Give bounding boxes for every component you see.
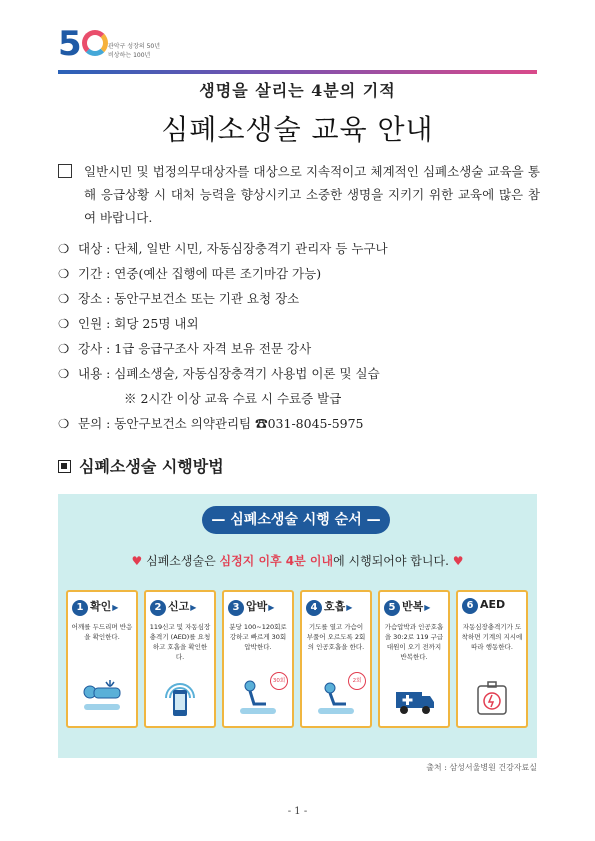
circle-bullet-icon: ❍ bbox=[58, 266, 70, 281]
heart-icon: ♥ bbox=[131, 554, 143, 568]
logo-five-glyph: 5 bbox=[58, 24, 82, 64]
circle-bullet-icon: ❍ bbox=[58, 316, 70, 331]
step-number: 5 bbox=[384, 600, 400, 616]
heart-icon: ♥ bbox=[452, 554, 464, 568]
step-label: 확인 bbox=[90, 600, 112, 613]
arrow-right-icon: ▶ bbox=[190, 603, 197, 612]
anniversary-logo bbox=[58, 24, 168, 68]
header-divider bbox=[58, 70, 537, 74]
step-number: 2 bbox=[150, 600, 166, 616]
step-card-report bbox=[144, 590, 216, 728]
cpr-infographic bbox=[58, 494, 537, 758]
circle-bullet-icon: ❍ bbox=[58, 416, 70, 431]
step-card-breathe bbox=[300, 590, 372, 728]
item-text: 강사 : 1급 응급구조사 자격 보유 전문 강사 bbox=[78, 341, 312, 356]
count-badge: 30회 bbox=[270, 672, 288, 690]
arrow-right-icon: ▶ bbox=[424, 603, 431, 612]
arrow-right-icon: ▶ bbox=[346, 603, 353, 612]
checkbox-square-icon bbox=[58, 164, 72, 178]
circle-bullet-icon: ❍ bbox=[58, 366, 70, 381]
intro-paragraph bbox=[58, 160, 540, 229]
step-desc: 자동심장충격기가 도착하면 기계의 지시에 따라 행동한다. bbox=[461, 623, 523, 651]
step-desc: 119신고 및 자동심장충격기 (AED)를 요청하고 호흡을 확인한다. bbox=[149, 623, 211, 661]
tap-shoulder-icon bbox=[80, 678, 124, 718]
step-number: 6 bbox=[462, 598, 478, 614]
warning-highlight: 심정지 이후 4분 이내 bbox=[219, 554, 334, 568]
info-list bbox=[58, 236, 540, 436]
circle-bullet-icon: ❍ bbox=[58, 291, 70, 306]
step-number: 3 bbox=[228, 600, 244, 616]
step-desc: 어깨를 두드리며 반응을 확인한다. bbox=[71, 623, 133, 641]
aed-box-icon bbox=[470, 678, 514, 718]
circle-bullet-icon: ❍ bbox=[58, 241, 70, 256]
rescue-breath-icon bbox=[314, 678, 358, 718]
step-label: 압박 bbox=[246, 600, 268, 613]
page-title: 심폐소생술 교육 안내 bbox=[161, 113, 434, 146]
list-item bbox=[58, 311, 540, 336]
infographic-banner: — 심폐소생술 시행 순서 — bbox=[202, 506, 390, 534]
arrow-right-icon: ▶ bbox=[268, 603, 275, 612]
step-desc: 가슴압박과 인공호흡을 30:2로 119 구급대원이 오기 전까지 반복한다. bbox=[384, 623, 444, 661]
section-title: 심폐소생술 시행방법 bbox=[79, 457, 224, 476]
step-label: 신고 bbox=[168, 600, 190, 613]
step-card-repeat bbox=[378, 590, 450, 728]
list-item bbox=[58, 236, 540, 261]
list-item bbox=[58, 361, 540, 386]
step-cards bbox=[66, 590, 530, 730]
list-item bbox=[58, 336, 540, 361]
item-text: 내용 : 심폐소생술, 자동심장충격기 사용법 이론 및 실습 bbox=[78, 366, 380, 381]
item-text: 인원 : 회당 25명 내외 bbox=[78, 316, 199, 331]
warning-pre: 심폐소생술은 bbox=[146, 554, 220, 568]
intro-text: 일반시민 및 법정의무대상자를 대상으로 지속적이고 체계적인 심폐소생술 교육을 통해 응급상황 시 대처 능력을 향상시키고 소중한 생명을 지키기 위한 교육에 많은 참여 바랍니다. bbox=[84, 164, 540, 225]
list-item bbox=[58, 261, 540, 286]
item-text: 대상 : 단체, 일반 시민, 자동심장충격기 관리자 등 누구나 bbox=[78, 241, 388, 256]
contact-item bbox=[58, 411, 540, 436]
image-source: 출처 : 삼성서울병원 건강자료실 bbox=[426, 763, 537, 772]
item-text: 기간 : 연중(예산 집행에 따른 조기마감 가능) bbox=[78, 266, 322, 281]
page-number: - 1 - bbox=[287, 806, 308, 817]
step-card-check bbox=[66, 590, 138, 728]
count-badge: 2회 bbox=[348, 672, 366, 690]
warning-post: 에 시행되어야 합니다. bbox=[333, 554, 449, 568]
step-label: 호흡 bbox=[324, 600, 346, 613]
contact-text: 문의 : 동안구보건소 의약관리팀 ☎031-8045-5975 bbox=[78, 416, 364, 431]
step-number: 1 bbox=[72, 600, 88, 616]
logo-text-2: 비상하는 100년 bbox=[108, 52, 151, 59]
certificate-note: ※ 2시간 이상 교육 수료 시 수료증 발급 bbox=[124, 391, 342, 406]
step-label: AED bbox=[480, 598, 506, 611]
logo-text-1: 관악구 성장의 50년 bbox=[108, 43, 161, 50]
logo-ring-icon bbox=[82, 30, 108, 56]
list-item bbox=[58, 286, 540, 311]
section-heading bbox=[58, 454, 224, 477]
filled-square-icon bbox=[58, 460, 71, 473]
phone-119-icon bbox=[158, 678, 202, 718]
step-card-compress bbox=[222, 590, 294, 728]
step-label: 반복 bbox=[402, 600, 424, 613]
step-desc: 기도를 열고 가슴이 부풀어 오르도록 2회의 인공호흡을 한다. bbox=[306, 623, 366, 651]
step-card-aed bbox=[456, 590, 528, 728]
chest-compression-icon bbox=[236, 678, 280, 718]
arrow-right-icon: ▶ bbox=[112, 603, 119, 612]
item-text: 장소 : 동안구보건소 또는 기관 요청 장소 bbox=[78, 291, 300, 306]
ambulance-icon bbox=[392, 678, 436, 718]
page-subtitle: 생명을 살리는 4분의 기적 bbox=[199, 81, 396, 100]
step-number: 4 bbox=[306, 600, 322, 616]
step-desc: 분당 100~120회로 강하고 빠르게 30회 압박한다. bbox=[229, 623, 287, 651]
infographic-warning bbox=[58, 552, 537, 569]
circle-bullet-icon: ❍ bbox=[58, 341, 70, 356]
